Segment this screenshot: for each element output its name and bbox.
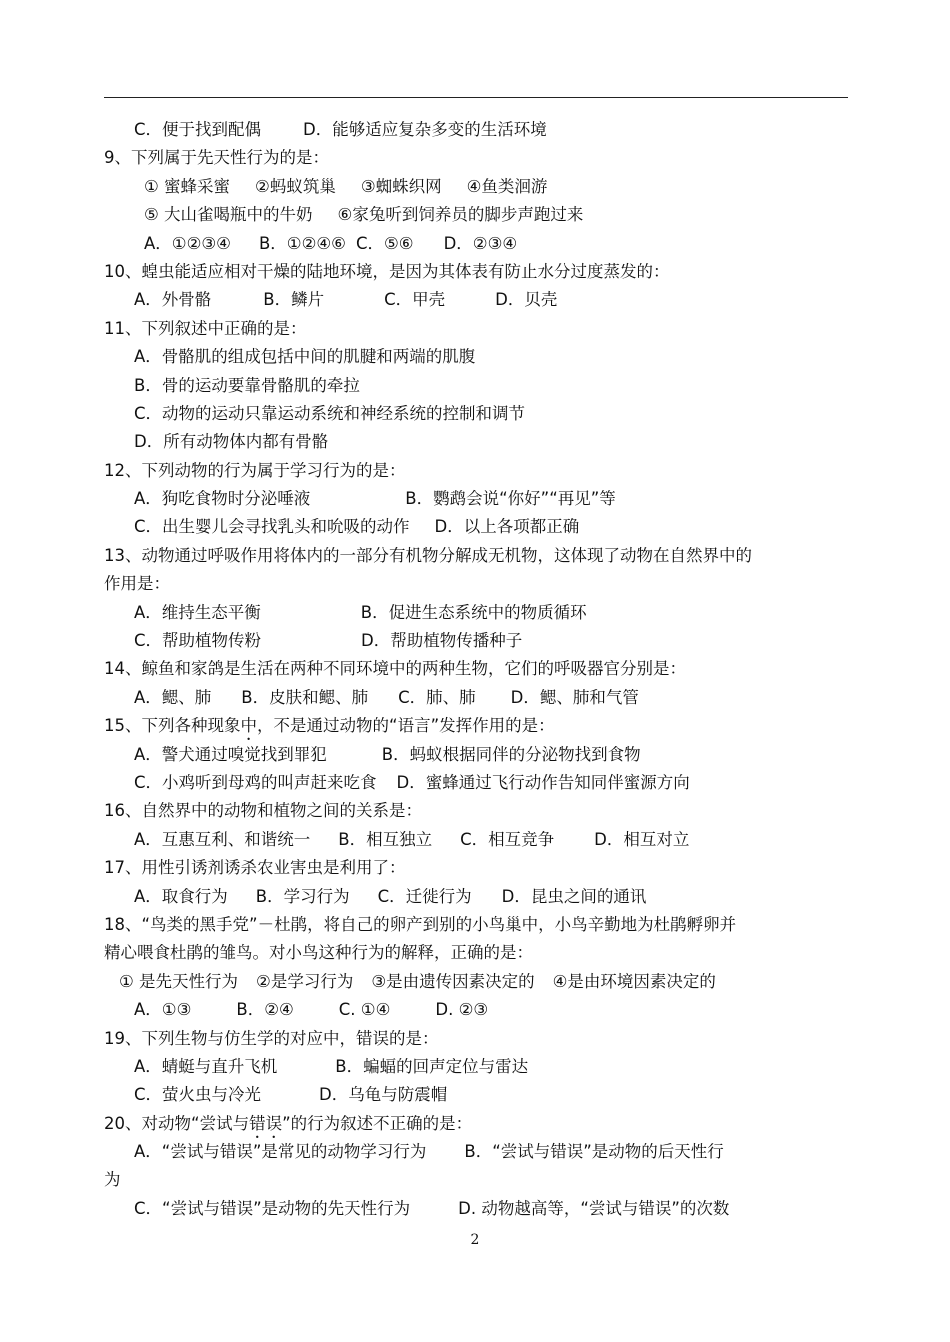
line-segment: 12、下列动物的行为属于学习行为的是： xyxy=(104,460,406,480)
line-segment: D．昆虫之间的通讯 xyxy=(501,886,647,906)
text-line xyxy=(104,457,850,485)
line-segment: ②蚂蚁筑巢 xyxy=(255,176,336,196)
line-segment: C. ①④ xyxy=(338,1000,391,1020)
text-line xyxy=(104,769,850,797)
text-line xyxy=(104,144,850,172)
text-line xyxy=(104,1110,850,1138)
text-line xyxy=(104,1138,850,1166)
text-line xyxy=(104,286,850,314)
line-segment: 14、鲸鱼和家鸽是生活在两种不同环境中的两种生物，它们的呼吸器官分别是： xyxy=(104,659,686,679)
text-line xyxy=(104,201,850,229)
line-segment: A．维持生态平衡 xyxy=(134,602,261,622)
line-segment: A．狗吃食物时分泌唾液 xyxy=(134,489,311,509)
line-segment: ④是由环境因素决定的 xyxy=(552,971,716,991)
text-line xyxy=(104,485,850,513)
text-line xyxy=(104,1166,850,1194)
line-segment: B．鹦鹉会说“你好”“再见”等 xyxy=(405,489,616,509)
text-line xyxy=(104,315,850,343)
text-line xyxy=(104,343,850,371)
line-segment: D．乌龟与防震帽 xyxy=(319,1085,448,1105)
line-segment: D. ②③ xyxy=(435,1000,489,1020)
text-line xyxy=(104,372,850,400)
line-segment: C．相互竞争 xyxy=(460,829,555,849)
line-segment: C．“尝试与错误”是动物的先天性行为 xyxy=(134,1198,411,1218)
line-segment: ③蜘蛛织网 xyxy=(360,176,442,196)
page-number: 2 xyxy=(470,1232,480,1248)
line-segment: B．学习行为 xyxy=(255,886,350,906)
line-segment: B．②④ xyxy=(236,1000,294,1020)
text-line xyxy=(104,939,850,967)
text-line xyxy=(104,883,850,911)
line-segment: A．取食行为 xyxy=(134,886,228,906)
text-line xyxy=(104,513,850,541)
text-line xyxy=(104,741,850,769)
text-line xyxy=(104,1195,850,1223)
line-segment: 18、“鸟类的黑手党”－杜鹃，将自己的卵产到别的小鸟巢中，小鸟辛勤地为杜鹃孵卵并 xyxy=(104,914,737,934)
text-line xyxy=(104,854,850,882)
line-segment: ③是由遗传因素决定的 xyxy=(371,971,535,991)
line-segment: ②是学习行为 xyxy=(256,971,354,991)
header-rule xyxy=(104,97,848,98)
line-segment: C．迁徙行为 xyxy=(377,886,472,906)
line-segment: D．所有动物体内都有骨骼 xyxy=(134,432,329,452)
line-segment: D．鳃、肺和气管 xyxy=(510,687,639,707)
line-segment: D. 动物越高等，“尝试与错误”的次数 xyxy=(458,1198,730,1218)
line-segment: B．蝙蝠的回声定位与雷达 xyxy=(335,1056,529,1076)
line-segment: B．①②④⑥ xyxy=(258,233,346,253)
text-line xyxy=(104,996,850,1024)
text-line xyxy=(104,570,850,598)
line-segment: D．以上各项都正确 xyxy=(434,517,580,537)
text-line xyxy=(104,1025,850,1053)
line-segment: ① 是先天性行为 xyxy=(119,971,239,991)
line-segment: C．甲壳 xyxy=(384,290,446,310)
line-segment: C．出生婴儿会寻找乳头和吮吸的动作 xyxy=(134,517,410,537)
text-line xyxy=(104,655,850,683)
line-segment: A．蜻蜓与直升飞机 xyxy=(134,1056,278,1076)
line-segment: B．“尝试与错误”是动物的后天性行 xyxy=(464,1142,724,1162)
text-line xyxy=(104,712,850,740)
line-segment: A．①③ xyxy=(134,1000,192,1020)
line-segment: A．互惠互利、和谐统一 xyxy=(134,829,311,849)
line-segment: B．促进生态系统中的物质循环 xyxy=(360,602,587,622)
line-segment: D．能够适应复杂多变的生活环境 xyxy=(303,120,547,139)
line-segment: C．帮助植物传粉 xyxy=(134,631,262,651)
text-line xyxy=(104,230,850,258)
line-segment: A．“尝试与错误”是常见的动物学习行为 xyxy=(134,1142,427,1162)
line-segment: 精心喂食杜鹃的雏鸟。对小鸟这种行为的解释，正确的是： xyxy=(104,943,533,963)
text-line xyxy=(104,911,850,939)
line-segment: A．鳃、肺 xyxy=(134,687,212,707)
text-line xyxy=(104,684,850,712)
line-segment: D．相互对立 xyxy=(594,829,690,849)
line-segment: B．蚂蚁根据同伴的分泌物找到食物 xyxy=(381,744,641,764)
line-segment: D．帮助植物传播种子 xyxy=(361,631,523,651)
line-segment: 9、下列属于先天性行为的是： xyxy=(104,148,329,168)
line-segment: D．蜜蜂通过飞行动作告知同伴蜜源方向 xyxy=(396,772,690,792)
line-segment: 16、自然界中的动物和植物之间的关系是： xyxy=(104,801,422,821)
line-segment: ① 蜜蜂采蜜 xyxy=(144,176,231,196)
document-body xyxy=(104,116,850,1223)
line-segment: B．骨的运动要靠骨骼肌的牵拉 xyxy=(134,375,360,395)
line-segment: ⑥家兔听到饲养员的脚步声跑过来 xyxy=(337,205,584,225)
text-line xyxy=(104,1053,850,1081)
line-segment: 作用是： xyxy=(104,574,170,594)
text-line xyxy=(104,599,850,627)
text-line xyxy=(104,968,850,996)
line-segment: B．皮肤和鳃、肺 xyxy=(241,687,369,707)
line-segment: A．外骨骼 xyxy=(134,290,212,310)
line-segment: D．贝壳 xyxy=(495,290,558,310)
line-segment: 为 xyxy=(104,1170,121,1190)
text-line xyxy=(104,428,850,456)
line-segment: C．动物的运动只靠运动系统和神经系统的控制和调节 xyxy=(134,403,526,423)
line-segment: 20、对动物“尝试与错误”的行为叙述不正确的是： xyxy=(104,1113,473,1133)
line-segment: 10、蝗虫能适应相对干燥的陆地环境，是因为其体表有防止水分过度蒸发的： xyxy=(104,261,670,281)
line-segment: C．便于找到配偶 xyxy=(134,120,262,139)
line-segment: A．警犬通过嗅觉找到罪犯 xyxy=(134,744,327,764)
text-line xyxy=(104,400,850,428)
line-segment: 15、下列各种现象中，不是通过动物的“语言”发挥作用的是： xyxy=(104,716,555,736)
line-segment: C．小鸡听到母鸡的叫声赶来吃食 xyxy=(134,772,377,792)
text-line xyxy=(104,1081,850,1109)
line-segment: B．鳞片 xyxy=(263,290,325,310)
text-line xyxy=(104,173,850,201)
line-segment: A．①②③④ xyxy=(144,233,231,253)
line-segment: 19、下列生物与仿生学的对应中，错误的是： xyxy=(104,1028,439,1048)
text-line xyxy=(104,258,850,286)
line-segment: B．相互独立 xyxy=(338,829,433,849)
line-segment: 17、用性引诱剂诱杀农业害虫是利用了： xyxy=(104,858,406,878)
line-segment: C．肺、肺 xyxy=(398,687,476,707)
text-line xyxy=(104,826,850,854)
text-line xyxy=(104,627,850,655)
line-segment: 11、下列叙述中正确的是： xyxy=(104,318,307,338)
line-segment: C．⑤⑥ xyxy=(355,233,414,253)
text-line xyxy=(104,542,850,570)
text-line xyxy=(104,116,850,144)
line-segment: D．②③④ xyxy=(443,233,518,253)
line-segment: ⑤ 大山雀喝瓶中的牛奶 xyxy=(144,205,313,225)
line-segment: A．骨骼肌的组成包括中间的肌腱和两端的肌腹 xyxy=(134,347,476,367)
line-segment: 13、动物通过呼吸作用将体内的一部分有机物分解成无机物，这体现了动物在自然界中的 xyxy=(104,545,752,565)
text-line xyxy=(104,797,850,825)
line-segment: ④鱼类洄游 xyxy=(466,176,548,196)
line-segment: C．萤火虫与冷光 xyxy=(134,1085,262,1105)
